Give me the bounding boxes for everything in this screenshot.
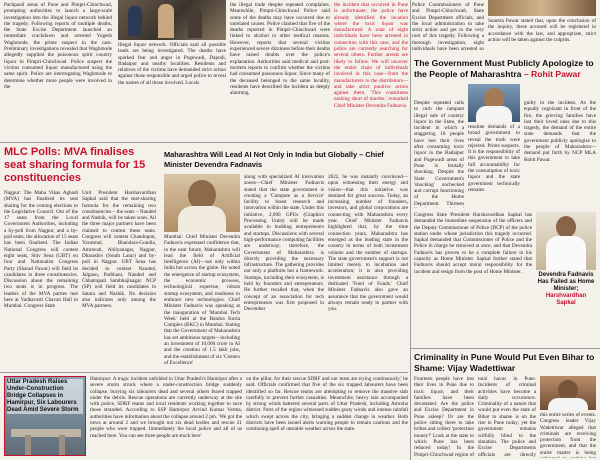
ai-col1: Mumbai: Chief Minister Devendra Fadnavis expressed confidence that, in the near future, Maharashtra will lead the field of Artificial Intelligence (AI)—not only within India but across the globe. He noted the emergence of startup ecosystem, the economic prowess, technological expertise, robust startup ecosystem, and readiness to embrace new technologies. Chief Minister Fadnavis was speaking at the inauguration of 'Mumbai Tech Week' held at the Bandra Kurla Complex (BKC) in Mumbai. Stating that the Government of Maharashtra has set ambitious targets—including an investment of 10,000 crore in AI and the creation of 1.5 lakh jobs, and the establishment of six 'Centers of Excellence': [164, 234, 240, 366]
bihar-col2: total havoc in Pune. Incidents of criminal activities have become a daily occurrence. Criminality of a nature that would put even the state of Bihar to shame is on the rise in Pune today; yet the government remains wilfully blind to the situation. The police and Excise Departments officials are directly: [478, 376, 536, 458]
liquor-story-col2: Illegal liquor network. Officials said all possible leads are being investigated. The deaths have sparked fear and anger in Pugewadi, Dapodi, Badaipur and nearby localities. Residents and relatives of the victims have demanded strict action against those responsible and urged police to reveal the names of all those involved. Locals: [118, 42, 226, 86]
pawar-photo: [488, 0, 596, 16]
uttar-col2: on the pillar, for their rescue SDRF and our team are trying continuously,' he said. Officials confirmed that five of the six trapped labourers have been identified so far. Rescue teams are attempting to remove the massive slab carefully to prevent further casualties. Meanwhile, heavy rain accompanied by strong winds battered several parts of Uttar Pradesh, including Amroha district. Parts of the region witnessed sudden gusty winds and intense rainfall which swept across the city, bringing a sudden change in weather. Both districts have been issued alerts warning people to remain cautious and the continuing spell of unstable weather across the state.: [246, 376, 408, 433]
police-photo: [118, 0, 226, 40]
govt-col-bottom: Congress State President Harshavardhan Sapkal has demanded the immediate suspension of the officers and the Deputy Commissioner of Police (DCP) of the police station under whose jurisdiction this tragedy occurred. Sapkal demanded that Commissioner of Police and the Police in charge be removed at once, and that Devendra Fadnavis has proven to be a complete failure in his capacity as Home Minister. Sapkal further stated that Fadnavis should accept moral responsibility for the incident and resign from the post of Home Minister.: [414, 212, 532, 275]
wadettiwar-photo: [540, 376, 596, 410]
govt-col1: Despite repeated calls to curb the rampant illegal sale of country liquor in the State, the incident in which a staggering 18 people have lost their lives after consuming toxic liquor in the Badaipur and Pugewadi areas of Pune is brutally shocking. Despite the State Government's 'shocking' unchecked and corrupt functioning of the Home Department. Thirteen: [414, 100, 464, 207]
caption-person: Harshvardhan Sapkal: [545, 293, 587, 306]
ai-col2: along with specialized AI innovation zones—Chief Minister Fadnavis stated that the state government is creating a 'Compute as a Service' facility to boost research and innovation within the state. Under this initiative, 2,000 GPUs (Graphics Processing Units) will be made available to budding entrepreneurs and startups. Discussions with several high-performance computing facilities are underway; therefore, the Government of Maharashtra is directly providing the necessary infrastructure. The gathering provides not only a platform but a framework. Startups, including their ecosystem, is held by founders and entrepreneurs. He further recalled that, when the concept of an association for tech entrepreneurs was first proposed in December: [244, 174, 324, 313]
govt-headline: The Government Must Publicly Apologize to the People of Maharashtra – Rohit Pawar: [414, 58, 594, 79]
liquor-story-col1: Pachpaoli areas of Pune and Pimpri-Chinchwad, prompting authorities to launch a large-scale investigation into the illegal liquor network behind the tragedy. Following reports of multiple deaths, the State Excise Department launched an immediate crackdown and arrested Yogesh Waghmode, the prime suspect in the case. Preliminary investigations revealed that Waghmode allegedly supplied the poisonous spirit country liquor in Pimpri-Chinchwad. Police suspect the victims consumed liquor manufactured using the same spirit. Police are interrogating Waghmode to determine whether more people were involved in the: [4, 2, 112, 90]
bihar-col1: Fourteen people have lost their lives in Pune due to toxic liquor, and their families have been devastated. Are the police and Excise Department in Pune asleep? Or are the police sitting there to take bribes and collect 'protection money?' Look at the state to which Pune has been reduced today! In the Pimpri-Chinchwad region of: [414, 376, 474, 458]
rohit-pawar-photo: [468, 84, 520, 122]
caption-role: Has Failed as Home Minister;: [537, 279, 595, 292]
mlc-col1: Nagpur: The Maha Vikas Aghadi (MVA) has finalised its seat sharing for the coming elections to the Legislative Council. Out of the 17 seats from the Local Government Authorities, including a by-poll from Nagpur, and a by-poll seats, the allocation of 15 seats has been finalised. The Indian National Congress will contest eight seats, Shiv Sena (UBT) on four and Nationalist Congress Party (Sharad Pawar) will field its candidates in three constituencies. Discussion about the remaining two seats is in progress. The leaders of the MVA parties met here at Vadhavarti Chavan Hall in Mumbai. Congress State: [4, 190, 78, 310]
govt-byline: – Rohit Pawar: [523, 68, 581, 79]
right-top-col1: Police Commissioners of Pune and Pimpri-Chinchwad, State Excise Department officials, and the local administration to take strict action and get to the very root of this tragedy. Following a thorough investigation, eight individuals have been arrested so: [412, 2, 484, 52]
sapkal-caption: [536, 272, 596, 307]
mlc-col2: Unit President Harshavardhan Sapkal said that the seat-sharing formula for the remaining two constituencies – the seats – Nanded and Nashik, will be taken soon. All the three major partners have been claimed to contest these seats. Congress will contest Chandrapur, Yavatmal, Bhandara-Gondia, Amravati, Ahilyanagar, Nagpur, Dharashiv (South Latur) and by-poll in Nagpur. UBT Sena has decided to contest Nanded, Jalgaon, Parbhani, Nanded and Chhatrapati Sambhajinagar. NCP (SP) will field its candidates in Satara and Nashik. No decision also indicates only among the MVA partners.: [82, 190, 156, 310]
bihar-headline: Criminality in Pune Would Put Even Bihar to Shame: Vijay Wadettiwar: [414, 352, 595, 373]
caption-name: Devendra Fadnavis: [538, 272, 594, 278]
uttar-headline: Uttar Pradesh Raises Under-Construction Bridge Collapses in Hamirpur, Six Labourers Dead Amid Severe Storm: [7, 379, 83, 414]
fadnavis-photo: [164, 174, 240, 232]
ai-col3: 2022, he was instantly convinced—upon witnessing their energy and vision—that this initiative was destined for great success. Today, an increasing number of founders, investors, and global corporations are connecting with Maharashtra every year. Chief Minister Fadnavis highlighted that, by the time connection years, Maharashtra has emerged as the leading state in the country in terms of both investment volume and the number of startups. The state government's support is not limited merely to incubation and acceleration; it is also providing investment assistance through a dedicated 'Fund of Funds.' Chief Minister Fadnavis also gave an assurance that the government would always remain ready to partner with you.: [328, 174, 408, 313]
mlc-headline: MLC Polls: MVA finalises seat sharing formula for 15 constituencies: [4, 146, 146, 184]
uttar-col1: Hamirpur: A tragic incident unfolded in Uttar Pradesh's Hamirpur after a severe storm struck where a under-construction bridge suddenly collapse, burying six labourers dead and several others feared trapped under the debris. Rescue operations are currently underway at the site with police, SDRF teams and local residents working together to save those stranded. According to SSP Hamirpur Arvind Kumar Verma, authorities have information about the collapse around 2 pm. 'We got the news at around 2 and we brought out six dead bodies and rescue 21 people who were trapped. Immediately the local police and all of us reached here. You can see three people are stuck here': [90, 376, 242, 439]
right-top-caption: Sunetra Pawar stated that, upon the conclusion of the inquiry, these accused will be registered in accordance with the law, and appropriate, strict action will be taken against the culprits.: [488, 18, 596, 43]
bridge-photo: [4, 376, 86, 456]
fadnavis-quote: the incident that occurred in Pune is unfortunate; the police have already identified the location where the toxic liquor was manufactured. A total of eight individuals have been arrested in connection with this case, and the police are currently searching for several others. Further arrests are likely to follow. We will uncover the entire chain of individuals involved in this case—from the manufacturers to the distributors—and take strict punitive action against them. 'This constitutes nothing short of murder,' remarked Chief Minister Devendra Fadnavis.: [334, 2, 408, 109]
sapkal-photo: [536, 212, 596, 270]
govt-col3: guilty in the incident. As the equally cognizant in front of the fire, the grieving families have lost their loved ones due to this tragedy, the demand of the entire state demands that the government publicly apologize to the people of Maharashtra—demand put forth by NCP MLA Rohit Pawar.: [524, 100, 596, 163]
bihar-col3: this entire series of events. Congress leader Vijay Wadettiwar alleged that criminals are receiving protection from the government, and that the entire matter is being: [540, 412, 596, 456]
liquor-story-col3: the illegal trade despite repeated complaints. Meanwhile, Pimpri-Chinchwad Police said some of the deaths may have occurred due to unrelated causes. Police claimed that five of the deaths reported in Pimpri-Chinchwad were linked to alcohol or other medical reasons. However, reports that several victims experienced severe dizziness before their deaths have raised doubts over the police's explanation. Authorities said medical and post-mortem reports to confirm whether the victims had consumed poisonous liquor. Since many of the deceased belonged to the same locality, residents have described the incident as deeply alarming.: [230, 2, 330, 97]
govt-col2: resolute demands of a broad government to reveal the truth were rejected. Prime suspects. It is the responsibility of this government to take full accountability for the consumption of toxic liquor and the state government technically remains: [468, 124, 520, 193]
ai-headline: Maharashtra Will Lead AI Not Only in India but Globally – Chief Minister Devendra Fadnavis: [164, 150, 384, 169]
